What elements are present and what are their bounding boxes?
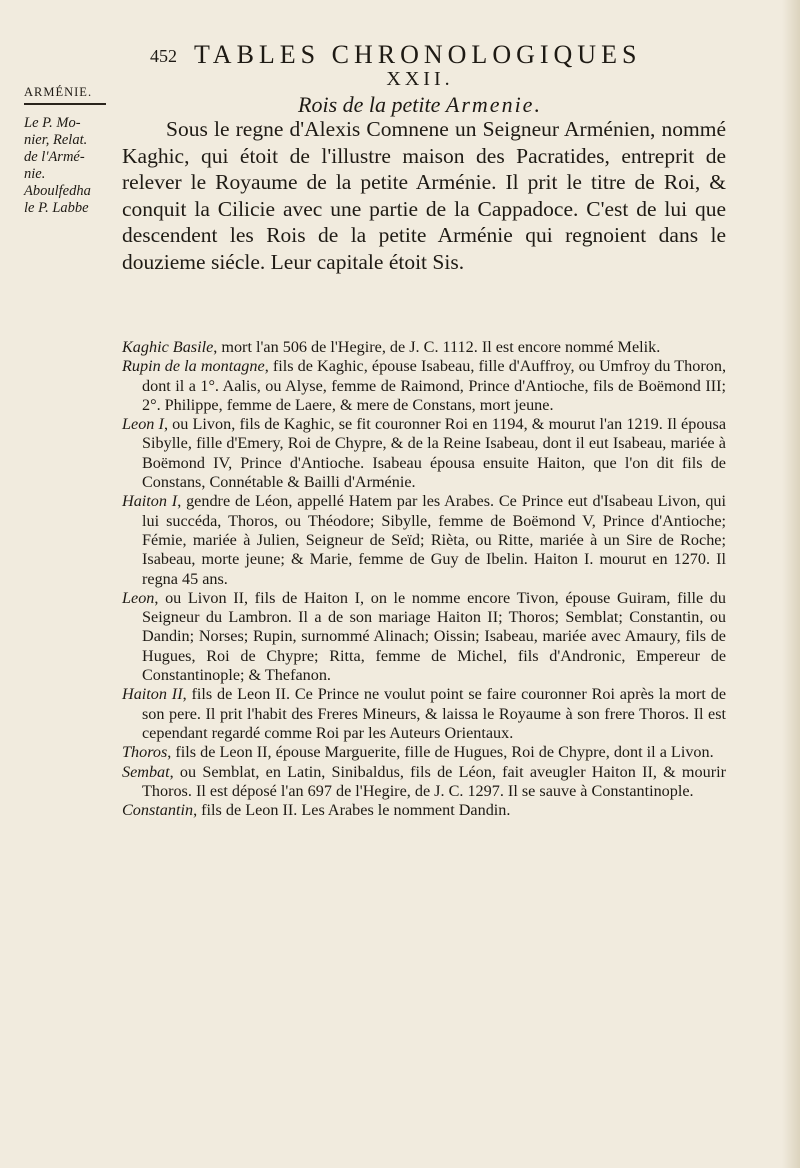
king-entry (122, 589, 726, 685)
intro-paragraph: Sous le regne d'Alexis Comnene un Seigneur Arménien, nommé Kaghic, qui étoit de l'illustre maison des Pacratides, entreprit de relever le Royaume de la petite Arménie. Il prit le titre de Roi, & conquit la Cilicie avec une partie de la Cappadoce. C'est de lui que descendent les Rois de la petite Arménie qui regnoient dans le douzieme siécle. Leur capitale étoit Sis. (122, 117, 726, 274)
king-name: Haiton I (122, 492, 178, 511)
king-entry (122, 685, 726, 743)
margin-notes (24, 84, 106, 217)
margin-line: nier, Relat. (24, 132, 88, 148)
king-description: , fils de Leon II. Ce Prince ne voulut point se faire couronner Roi après la mort de son pere. Il prit l'habit des Freres Mineurs, & laissa le Royaume à son frere Thoros. Il est cependant regardé comme Roi par les Auteurs Orientaux. (142, 685, 727, 742)
king-entries (122, 338, 726, 820)
king-entry (122, 357, 726, 415)
king-description: , mort l'an 506 de l'Hegire, de J. C. 1112. Il est encore nommé Melik. (213, 338, 661, 356)
king-name: Rupin de la montagne (122, 357, 265, 376)
margin-line: nie. (24, 166, 46, 182)
king-entry (122, 743, 726, 762)
section-title-prefix: Rois de la petite (298, 92, 441, 117)
king-entry (122, 415, 726, 492)
king-name: Sembat (122, 762, 170, 781)
margin-section-label: ARMÉNIE. (24, 84, 106, 105)
running-title: TABLES CHRONOLOGIQUES (194, 40, 642, 69)
king-name: Leon I (122, 415, 164, 434)
king-entry (122, 492, 726, 588)
section-title (298, 92, 542, 118)
king-entry (122, 801, 726, 820)
king-description: , gendre de Léon, appellé Hatem par les Arabes. Ce Prince eut d'Isabeau Livon, qui lui succéda, Thoros, ou Théodore; Sibylle, femme de Boëmond V, Prince d'Antioche; Fémie, mariée à Julien, Seigneur de Seïd; Rièta, ou Ritte, mariée à un Sire de Roche; Isabeau, morte jeune; & Marie, femme de Guy de Ibelin. Haiton I. mourut en 1270. Il regna 45 ans. (142, 492, 726, 588)
king-entry (122, 338, 726, 357)
running-head (150, 40, 710, 70)
page-number: 452 (150, 46, 177, 66)
king-description: , fils de Leon II, épouse Marguerite, fille de Hugues, Roi de Chypre, dont il a Livon. (167, 743, 714, 762)
king-description: , ou Livon II, fils de Haiton I, on le nomme encore Tivon, épouse Guiram, fille du Seigneur du Lambron. Il a de son mariage Haiton II; Thoros; Semblat; Constantin, ou Dandin; Norses; Rupin, surnommé Alinach; Oissin; Isabeau, mariée avec Amaury, fils de Hugues, Roi de Chypre; Ritta, femme de Michel, fils d'Andronic, Empereur de Constantinople; & Thefanon. (142, 588, 726, 685)
king-description: , fils de Kaghic, épouse Isabeau, fille d'Auffroy, ou Umfroy du Thoron, dont il a 1°. Aalis, ou Alyse, femme de Raimond, Prince d'Antioche, fils de Boëmond III; 2°. Philippe, femme de Laere, & mere de Constans, mort jeune. (142, 357, 726, 414)
king-name: Constantin (122, 801, 194, 820)
chapter-number: XXII. (386, 68, 454, 90)
page-edge-shadow (782, 0, 800, 1168)
king-name: Haiton II (122, 685, 183, 704)
king-description: , ou Semblat, en Latin, Sinibaldus, fils de Léon, fait aveugler Haiton II, & mourir Thoros. Il est déposé l'an 697 de l'Hegire, de J. C. 1297. Il se sauve à Constantinople. (142, 762, 726, 800)
margin-line: Le P. Mo- (24, 115, 81, 131)
king-name: Kaghic Basile (122, 338, 214, 356)
king-name: Thoros (122, 743, 168, 762)
king-name: Leon (122, 588, 155, 607)
margin-line: de l'Armé- (24, 149, 85, 165)
section-title-country: Armenie. (445, 92, 542, 117)
margin-line: le P. Labbe (24, 200, 89, 216)
king-entry (122, 763, 726, 802)
king-description: , fils de Leon II. Les Arabes le nomment Dandin. (193, 801, 511, 820)
king-description: , ou Livon, fils de Kaghic, se fit couronner Roi en 1194, & mourut l'an 1219. Il épousa Sibylle, fille d'Emery, Roi de Chypre, & de la Reine Isabeau, dont il eut Isabeau, mariée à Boëmond IV, Prince d'Antioche. Isabeau épousa ensuite Haiton, que l'on dit fils de Constans, Connétable & Bailli d'Arménie. (142, 415, 727, 492)
margin-line: Aboulfedha (24, 183, 91, 199)
